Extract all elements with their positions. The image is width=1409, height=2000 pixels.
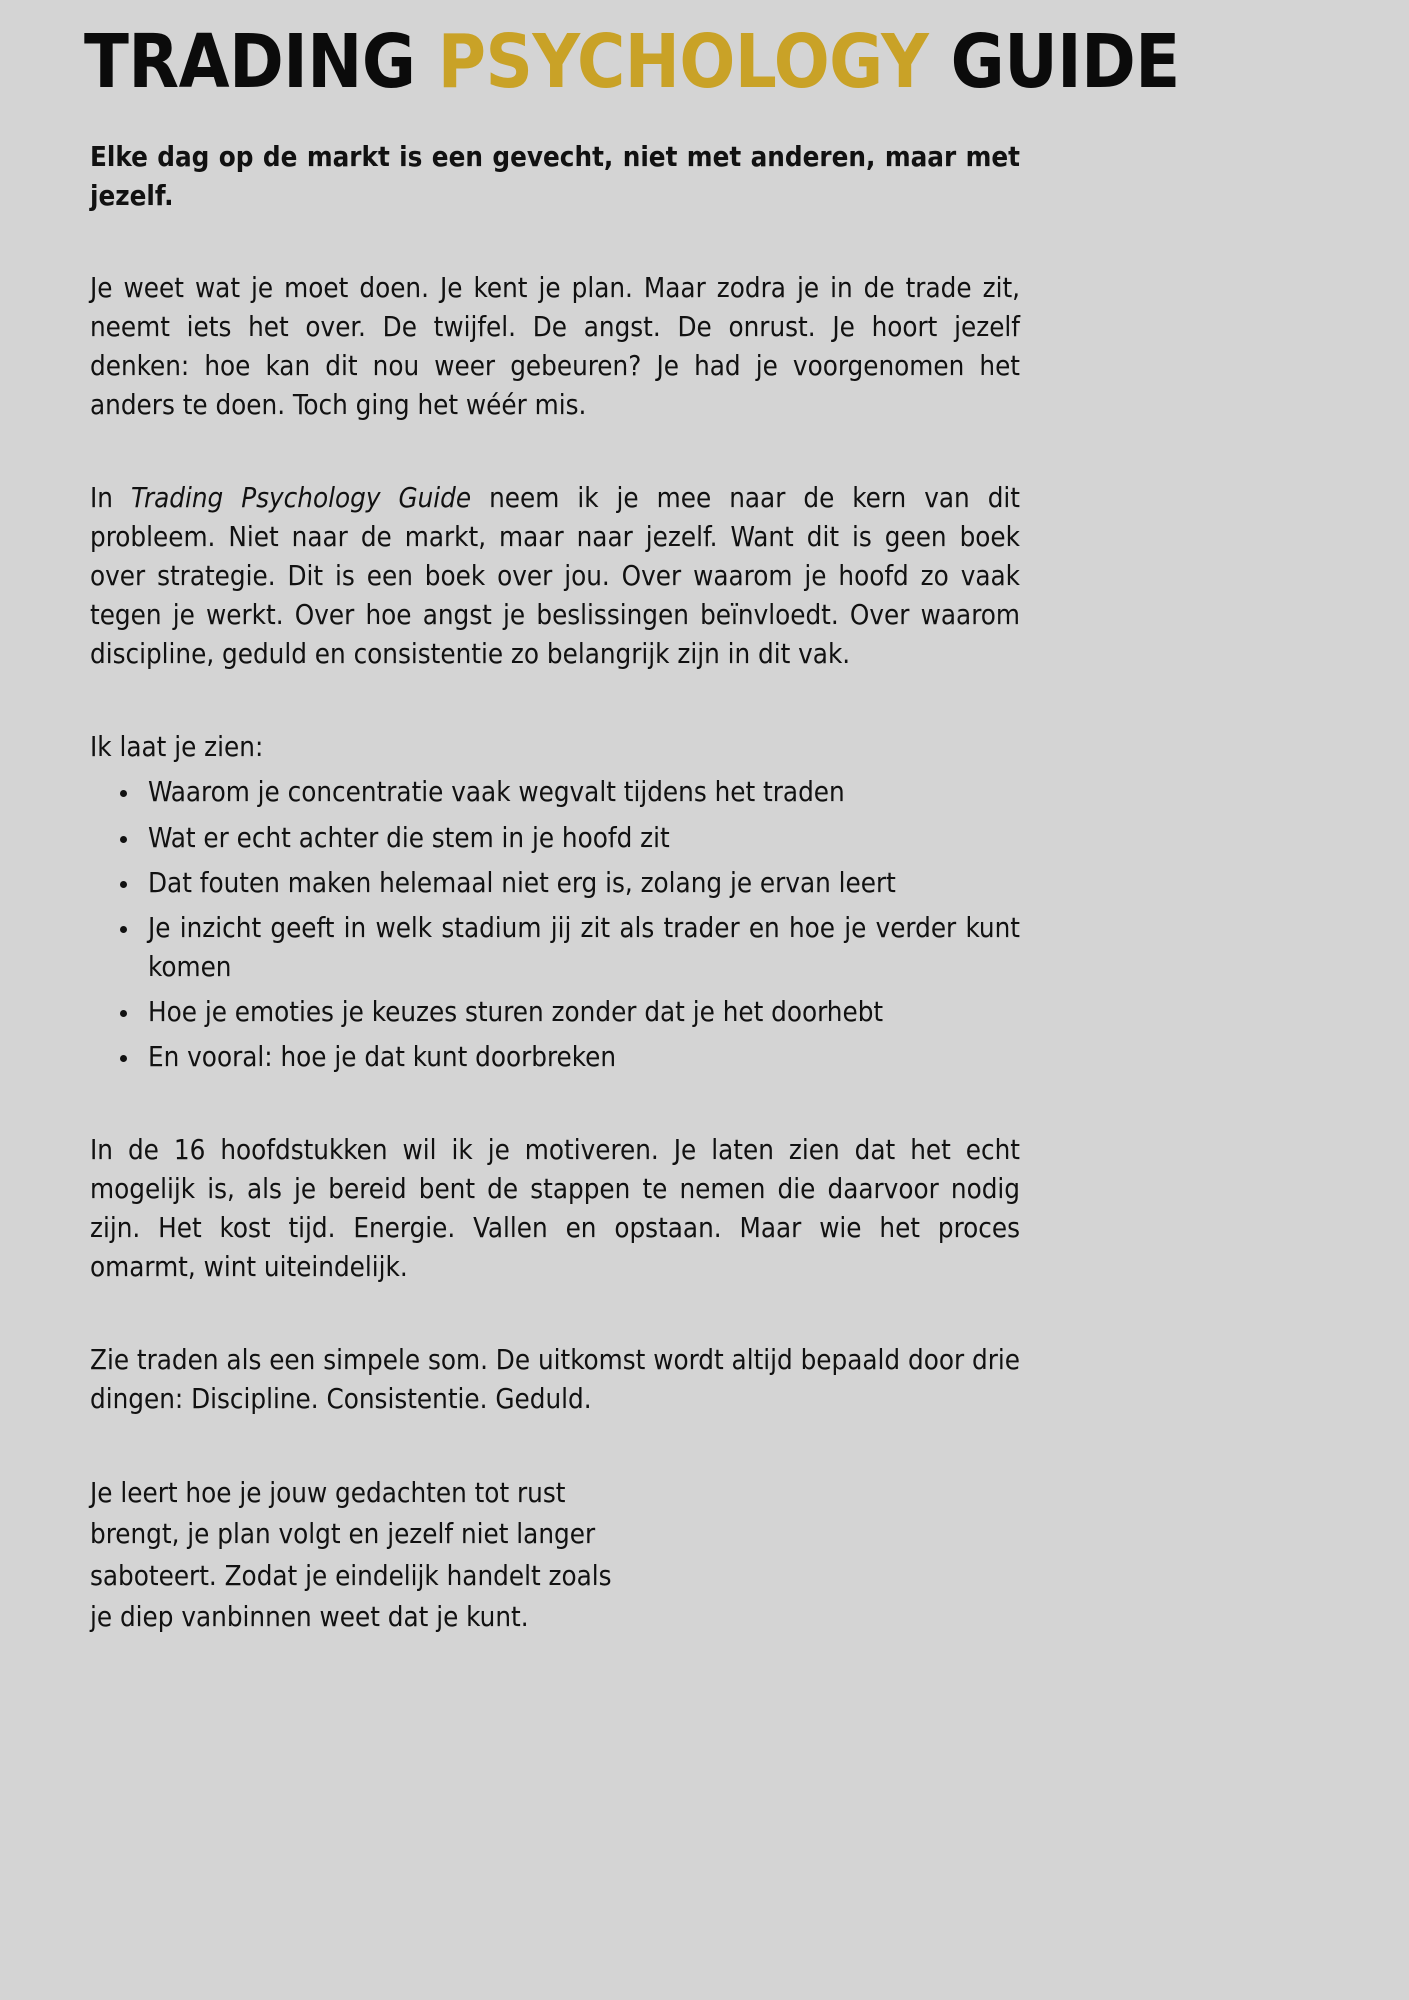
closing-line-1: Je leert hoe je jouw gedachten tot rust xyxy=(90,1477,566,1510)
spacer xyxy=(90,1287,1020,1341)
title-block xyxy=(84,19,1334,105)
lead-paragraph: Elke dag op de markt is een gevecht, niet met anderen, maar met jezelf. xyxy=(90,141,1020,212)
list-intro: Ik laat je zien: xyxy=(90,731,264,764)
benefits-list xyxy=(90,773,1020,1076)
closing-line-4: je diep vanbinnen weet dat je kunt. xyxy=(90,1600,529,1633)
paragraph-2-lead-in: In xyxy=(90,482,131,515)
title-word-guide: GUIDE xyxy=(950,19,1180,105)
document-body xyxy=(90,138,1020,1638)
spacer xyxy=(90,1419,1020,1473)
book-title-italic: Trading Psychology Guide xyxy=(130,482,472,515)
paragraph-2-rest: neem ik je mee naar de kern van dit probleem. Niet naar de markt, maar naar jezelf. Want dit is geen boek over strategie. Dit is een boek over jou. Over waarom je hoofd zo vaak tegen je werkt. Over hoe angst je beslissingen beïnvloedt. Over waarom discipline, geduld en consistentie zo belangrijk zijn in dit vak. xyxy=(90,482,1020,671)
title-word-psychology: PSYCHOLOGY xyxy=(437,19,929,105)
closing-paragraph xyxy=(90,1473,710,1638)
closing-line-3: saboteert. Zodat je eindelijk handelt zoals xyxy=(90,1559,612,1592)
spacer xyxy=(90,1077,1020,1131)
paragraph-5: Zie traden als een simpele som. De uitkomst wordt altijd bepaald door drie dingen: Discipline. Consistentie. Geduld. xyxy=(90,1343,1020,1416)
list-item: Wat er echt achter die stem in je hoofd zit xyxy=(142,819,1020,858)
page-title xyxy=(84,19,1320,105)
paragraph-4: In de 16 hoofdstukken wil ik je motiveren. Je laten zien dat het echt mogelijk is, als je bereid bent de stappen te nemen die daarvoor nodig zijn. Het kost tijd. Energie. Vallen en opstaan. Maar wie het proces omarmt, wint uiteindelijk. xyxy=(90,1133,1020,1283)
list-item: Je inzicht geeft in welk stadium jij zit als trader en hoe je verder kunt komen xyxy=(142,909,1020,987)
spacer xyxy=(90,215,1020,269)
list-item: Hoe je emoties je keuzes sturen zonder dat je het doorhebt xyxy=(142,993,1020,1032)
paragraph-1: Je weet wat je moet doen. Je kent je plan. Maar zodra je in de trade zit, neemt iets het over. De twijfel. De angst. De onrust. Je hoort jezelf denken: hoe kan dit nou weer gebeuren? Je had je voorgenomen het anders te doen. Toch ging het wéér mis. xyxy=(90,272,1020,422)
list-item: Waarom je concentratie vaak wegvalt tijdens het traden xyxy=(142,773,1020,812)
list-item: Dat fouten maken helemaal niet erg is, zolang je ervan leert xyxy=(142,864,1020,903)
list-item: En vooral: hoe je dat kunt doorbreken xyxy=(142,1038,1020,1077)
spacer xyxy=(90,425,1020,479)
closing-line-2: brengt, je plan volgt en jezelf niet langer xyxy=(90,1518,596,1551)
spacer xyxy=(90,674,1020,728)
title-word-trading: TRADING xyxy=(84,19,416,105)
paragraph-2 xyxy=(90,479,1020,674)
